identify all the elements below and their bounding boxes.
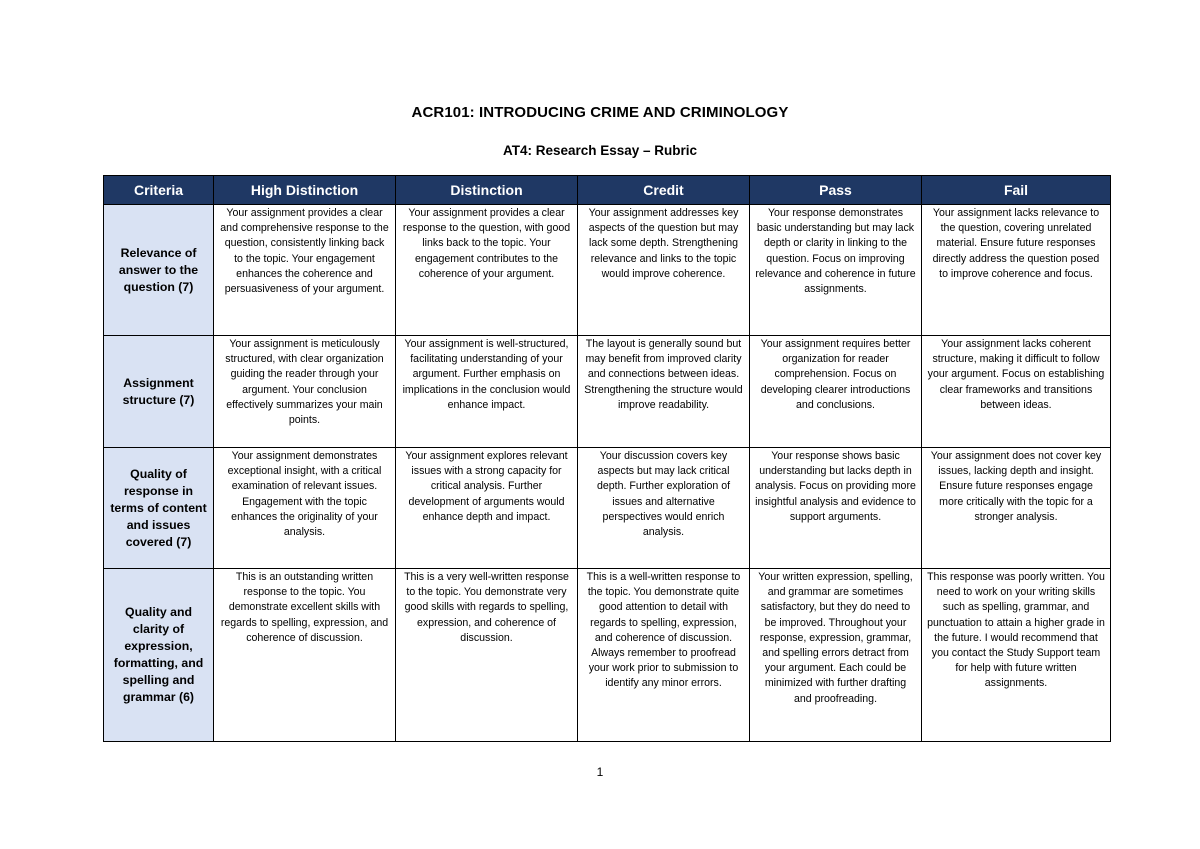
table-row [104, 205, 1111, 336]
pass-cell: Your assignment requires better organization for reader comprehension. Focus on developing clearer introductions and conclusions. [750, 336, 922, 448]
criteria-cell: Relevance of answer to the question (7) [104, 205, 214, 336]
pass-cell: Your response demonstrates basic understanding but may lack depth or clarity in linking to the question. Focus on improving relevance and coherence in future assignments. [750, 205, 922, 336]
table-row [104, 336, 1111, 448]
distinction-cell: Your assignment is well-structured, facilitating understanding of your argument. Further emphasis on implications in the conclusion would enhance impact. [396, 336, 578, 448]
document-title: ACR101: INTRODUCING CRIME AND CRIMINOLOGY [411, 104, 789, 121]
fail-cell: Your assignment does not cover key issues, lacking depth and insight. Ensure future responses engage more critically with the topic for a stronger analysis. [922, 448, 1111, 569]
header-pass: Pass [750, 176, 922, 205]
high-distinction-cell: This is an outstanding written response to the topic. You demonstrate excellent skills with regards to spelling, expression, and coherence of discussion. [214, 569, 396, 742]
table-header-row [104, 176, 1111, 205]
criteria-cell: Assignment structure (7) [104, 336, 214, 448]
rubric-table [103, 175, 1111, 742]
high-distinction-cell: Your assignment demonstrates exceptional insight, with a critical examination of relevant issues. Engagement with the topic enhances the originality of your analysis. [214, 448, 396, 569]
fail-cell: Your assignment lacks coherent structure, making it difficult to follow your argument. Focus on establishing clear frameworks and transitions between ideas. [922, 336, 1111, 448]
credit-cell: This is a well-written response to the topic. You demonstrate quite good attention to detail with regards to spelling, expression, and coherence of discussion. Always remember to proofread your work prior to submission to identify any minor errors. [578, 569, 750, 742]
pass-cell: Your response shows basic understanding but lacks depth in analysis. Focus on providing more insightful analysis and evidence to support arguments. [750, 448, 922, 569]
header-distinction: Distinction [396, 176, 578, 205]
fail-cell: This response was poorly written. You need to work on your writing skills such as spelling, grammar, and punctuation to attain a higher grade in the future. I would recommend that you contact the Study Support team for help with future written assignments. [922, 569, 1111, 742]
distinction-cell: Your assignment explores relevant issues with a strong capacity for critical analysis. Further development of arguments would enhance depth and impact. [396, 448, 578, 569]
table-row [104, 448, 1111, 569]
header-credit: Credit [578, 176, 750, 205]
distinction-cell: This is a very well-written response to the topic. You demonstrate very good skills with regards to spelling, expression, and coherence of discussion. [396, 569, 578, 742]
pass-cell: Your written expression, spelling, and grammar are sometimes satisfactory, but they do need to be improved. Throughout your response, expression, grammar, and spelling errors detract from your argument. Each could be minimized with further drafting and proofreading. [750, 569, 922, 742]
fail-cell: Your assignment lacks relevance to the question, covering unrelated material. Ensure future responses directly address the question posed to improve coherence and focus. [922, 205, 1111, 336]
header-fail: Fail [922, 176, 1111, 205]
header-criteria: Criteria [104, 176, 214, 205]
high-distinction-cell: Your assignment provides a clear and comprehensive response to the question, consistently linking back to the topic. Your engagement enhances the coherence and persuasiveness of your argument. [214, 205, 396, 336]
distinction-cell: Your assignment provides a clear response to the question, with good links back to the topic. Your engagement contributes to the coherence of your argument. [396, 205, 578, 336]
criteria-cell: Quality and clarity of expression, formatting, and spelling and grammar (6) [104, 569, 214, 742]
document-subtitle: AT4: Research Essay – Rubric [502, 143, 698, 158]
credit-cell: Your discussion covers key aspects but may lack critical depth. Further exploration of issues and alternative perspectives would enrich analysis. [578, 448, 750, 569]
criteria-cell: Quality of response in terms of content and issues covered (7) [104, 448, 214, 569]
table-row [104, 569, 1111, 742]
header-high-distinction: High Distinction [214, 176, 396, 205]
high-distinction-cell: Your assignment is meticulously structured, with clear organization guiding the reader through your argument. Your conclusion effectively summarizes your main points. [214, 336, 396, 448]
credit-cell: Your assignment addresses key aspects of the question but may lack some depth. Strengthening relevance and links to the topic would improve coherence. [578, 205, 750, 336]
page-number: 1 [596, 765, 604, 779]
credit-cell: The layout is generally sound but may benefit from improved clarity and connections between ideas. Strengthening the structure would improve readability. [578, 336, 750, 448]
